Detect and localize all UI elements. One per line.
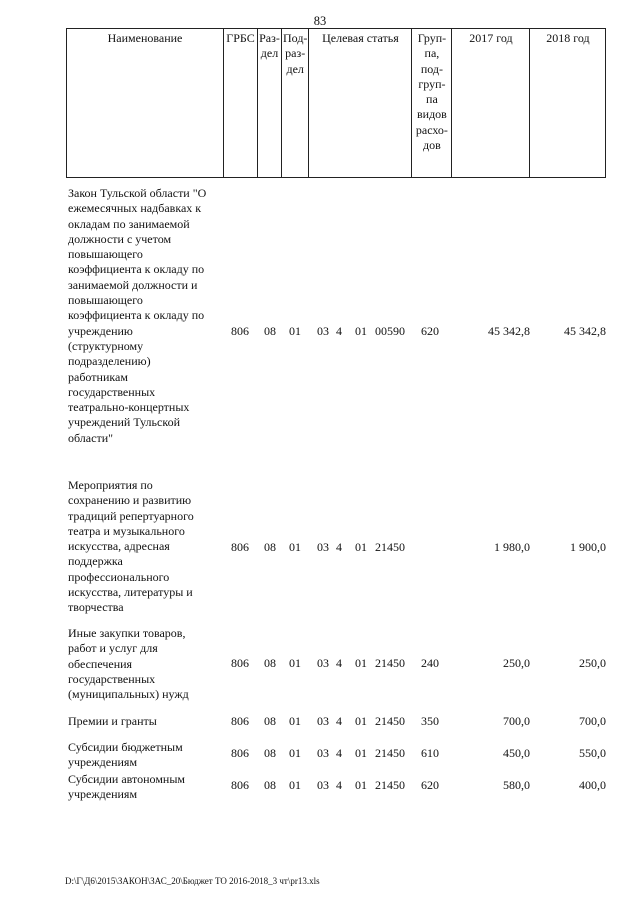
cell-group: 240: [421, 656, 439, 670]
cell-group: 620: [421, 778, 439, 792]
cell-podrazdel: 01: [289, 714, 301, 728]
cell-target-subprogram: 4: [336, 746, 342, 760]
cell-podrazdel: 01: [289, 656, 301, 670]
footer-file-path: D:\Г\Д6\2015\ЗАКОН\ЗАС_20\Бюджет ТО 2016-2018_3 чт\pr13.xls: [65, 876, 320, 886]
cell-podrazdel: 01: [289, 540, 301, 554]
cell-group: 610: [421, 746, 439, 760]
cell-2017: 250,0: [503, 656, 530, 670]
cell-target-subprogram: 4: [336, 656, 342, 670]
cell-2018: 1 900,0: [570, 540, 606, 554]
cell-target-main: 01: [355, 540, 367, 554]
cell-2018: 45 342,8: [564, 324, 606, 338]
row-name: Субсидии бюджетным учреждениям: [68, 740, 183, 770]
header-name: Наименование: [67, 29, 224, 178]
cell-2017: 580,0: [503, 778, 530, 792]
row-name: Мероприятия по сохранению и развитию традиций репертуарного театра и музыкального искусства, адресная поддержка профессионального искусства, литературы и творчества: [68, 478, 194, 615]
cell-target-subprogram: 4: [336, 778, 342, 792]
cell-razdel: 08: [264, 540, 276, 554]
cell-target-main: 01: [355, 324, 367, 338]
cell-2017: 1 980,0: [494, 540, 530, 554]
table-header: [66, 28, 606, 178]
row-name: Закон Тульской области "О ежемесячных надбавках к окладам по занимаемой должности с учетом повышающего коэффициента к окладу по занимаемой должности и повышающего коэффициента к окладу по учреждению (структурному подразделению) работникам государственных театрально-концертных учреждений Тульской области": [68, 186, 207, 445]
cell-target-main: 01: [355, 778, 367, 792]
cell-razdel: 08: [264, 656, 276, 670]
cell-target-program: 03: [317, 746, 329, 760]
cell-target-main: 01: [355, 714, 367, 728]
cell-target-direction: 21450: [375, 714, 405, 728]
cell-razdel: 08: [264, 746, 276, 760]
cell-2018: 400,0: [579, 778, 606, 792]
cell-target-subprogram: 4: [336, 714, 342, 728]
cell-podrazdel: 01: [289, 778, 301, 792]
cell-group: 620: [421, 324, 439, 338]
cell-target-subprogram: 4: [336, 324, 342, 338]
cell-2017: 450,0: [503, 746, 530, 760]
cell-group: 350: [421, 714, 439, 728]
cell-grbs: 806: [231, 324, 249, 338]
cell-target-program: 03: [317, 540, 329, 554]
cell-razdel: 08: [264, 778, 276, 792]
cell-podrazdel: 01: [289, 324, 301, 338]
cell-2017: 45 342,8: [488, 324, 530, 338]
cell-target-program: 03: [317, 324, 329, 338]
header-grbs: ГРБС: [224, 29, 258, 178]
header-target: Целевая статья: [309, 29, 412, 178]
cell-target-main: 01: [355, 656, 367, 670]
cell-2018: 550,0: [579, 746, 606, 760]
cell-grbs: 806: [231, 746, 249, 760]
cell-razdel: 08: [264, 714, 276, 728]
header-2017: 2017 год: [452, 29, 530, 178]
cell-target-program: 03: [317, 714, 329, 728]
cell-target-direction: 21450: [375, 540, 405, 554]
row-name: Субсидии автономным учреждениям: [68, 772, 185, 802]
cell-target-main: 01: [355, 746, 367, 760]
cell-target-direction: 00590: [375, 324, 405, 338]
cell-podrazdel: 01: [289, 746, 301, 760]
cell-razdel: 08: [264, 324, 276, 338]
cell-grbs: 806: [231, 540, 249, 554]
page-number: 83: [313, 14, 327, 28]
cell-target-direction: 21450: [375, 656, 405, 670]
header-podrazdel: Под- раз- дел: [282, 29, 309, 178]
cell-grbs: 806: [231, 656, 249, 670]
header-razdel: Раз- дел: [258, 29, 282, 178]
cell-grbs: 806: [231, 778, 249, 792]
cell-target-program: 03: [317, 778, 329, 792]
header-group: Груп- па, под- груп- па видов расхо- дов: [412, 29, 452, 178]
header-2018: 2018 год: [530, 29, 606, 178]
cell-target-direction: 21450: [375, 778, 405, 792]
row-name: Премии и гранты: [68, 714, 157, 728]
cell-target-subprogram: 4: [336, 540, 342, 554]
cell-target-direction: 21450: [375, 746, 405, 760]
cell-2018: 250,0: [579, 656, 606, 670]
row-name: Иные закупки товаров, работ и услуг для обеспечения государственных (муниципальных) нужд: [68, 626, 189, 702]
cell-target-program: 03: [317, 656, 329, 670]
cell-2018: 700,0: [579, 714, 606, 728]
cell-grbs: 806: [231, 714, 249, 728]
cell-2017: 700,0: [503, 714, 530, 728]
